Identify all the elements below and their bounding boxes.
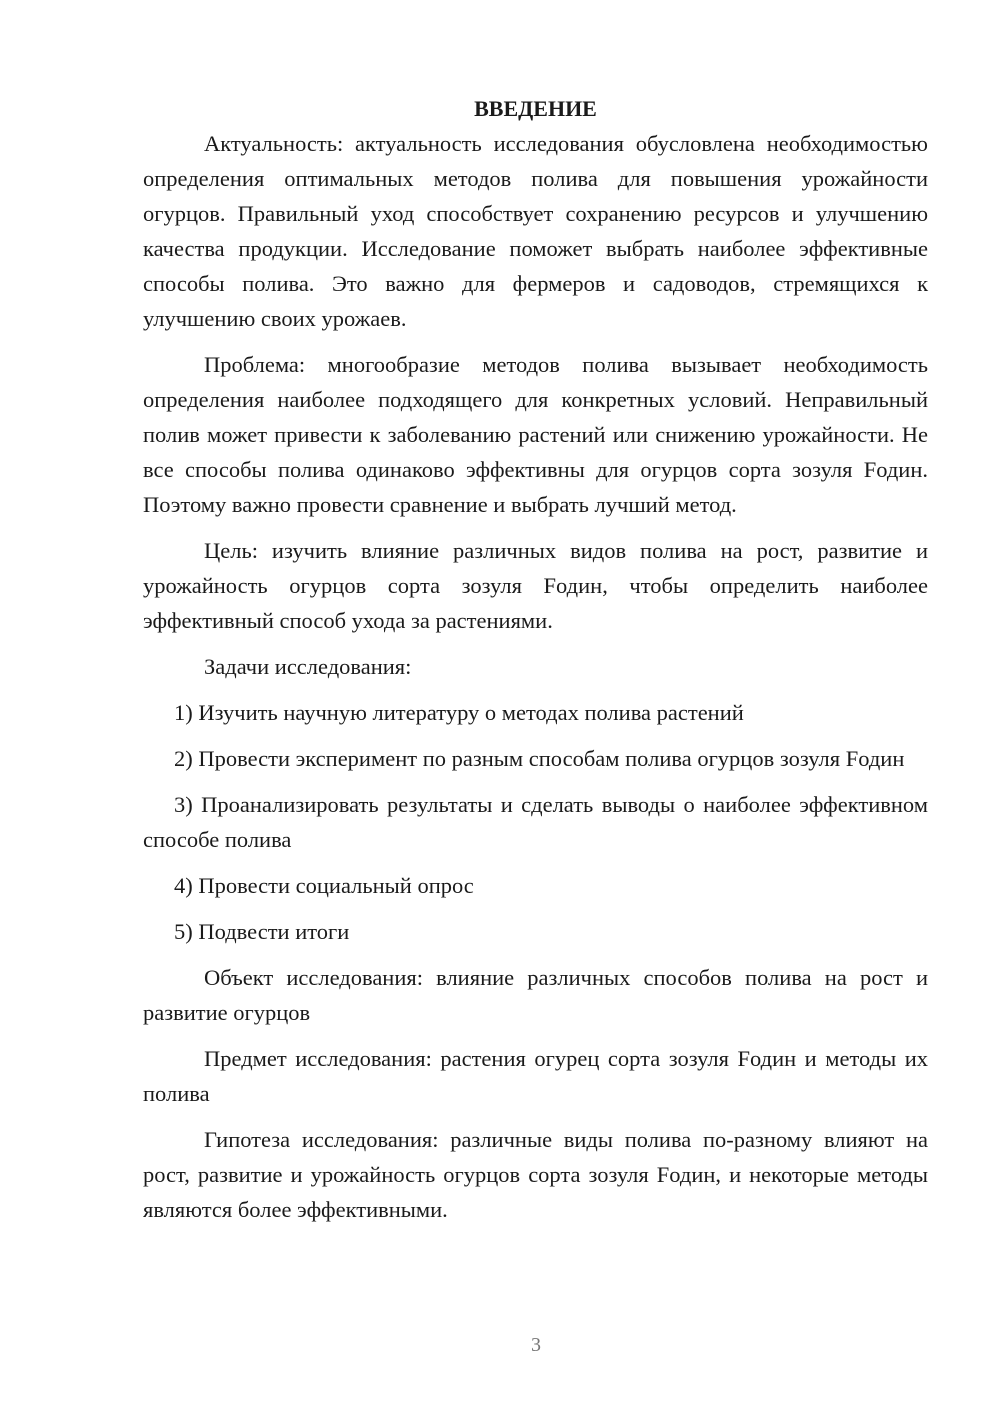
paragraph-object: Объект исследования: влияние различных способов полива на рост и развитие огурцов	[143, 965, 928, 1025]
tasks-heading: Задачи исследования:	[204, 654, 412, 679]
page-number: 3	[531, 1334, 541, 1356]
paragraph-problem: Проблема: многообразие методов полива вызывает необходимость определения наиболее подходящего для конкретных условий. Неправильный полив может привести к заболеванию растений или снижению урожайности. Не все способы полива одинаково эффективны для огурцов сорта зозуля Fодин. Поэтому важно провести сравнение и выбрать лучший метод.	[143, 352, 928, 517]
task-item: 3) Проанализировать результаты и сделать выводы о наиболее эффективном способе полива	[143, 792, 928, 852]
task-item: 1) Изучить научную литературу о методах полива растений	[174, 700, 744, 725]
paragraph-relevance: Актуальность: актуальность исследования обусловлена необходимостью определения оптимальных методов полива для повышения урожайности огурцов. Правильный уход способствует сохранению ресурсов и улучшению качества продукции. Исследование поможет выбрать наиболее эффективные способы полива. Это важно для фермеров и садоводов, стремящихся к улучшению своих урожаев.	[143, 131, 928, 331]
page-title: ВВЕДЕНИЕ	[474, 96, 597, 121]
paragraph-subject: Предмет исследования: растения огурец сорта зозуля Fодин и методы их полива	[143, 1046, 928, 1106]
document-page	[143, 92, 928, 1227]
task-item: 5) Подвести итоги	[174, 919, 350, 944]
paragraph-goal: Цель: изучить влияние различных видов полива на рост, развитие и урожайность огурцов сорта зозуля Fодин, чтобы определить наиболее эффективный способ ухода за растениями.	[143, 538, 928, 633]
task-item: 2) Провести эксперимент по разным способам полива огурцов зозуля Fодин	[174, 746, 905, 771]
paragraph-hypothesis: Гипотеза исследования: различные виды полива по-разному влияют на рост, развитие и урожайность огурцов сорта зозуля Fодин, и некоторые методы являются более эффективными.	[143, 1127, 928, 1222]
task-item: 4) Провести социальный опрос	[174, 873, 474, 898]
